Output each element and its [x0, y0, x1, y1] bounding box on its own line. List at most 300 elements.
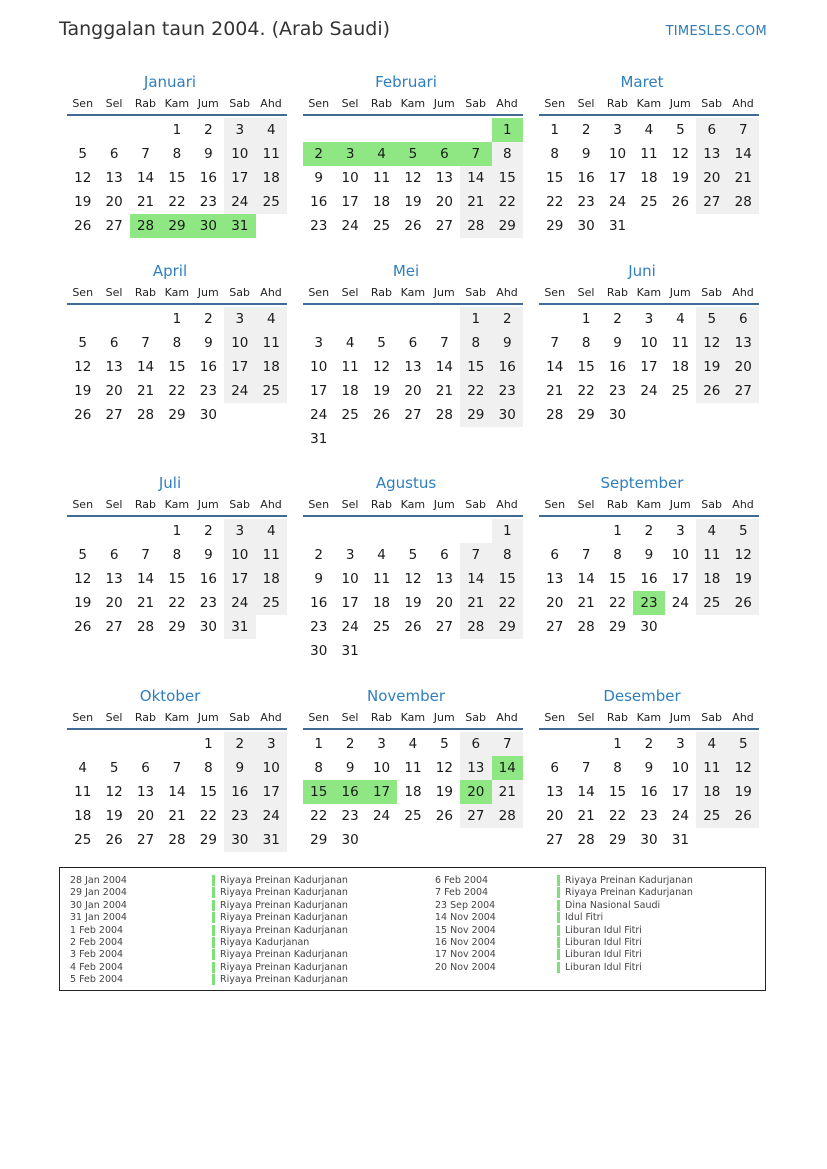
day-cell[interactable]: 8 [172, 335, 182, 351]
day-cell[interactable]: 14 [136, 571, 155, 587]
day-cell[interactable]: 5 [440, 736, 449, 752]
holiday-day-cell[interactable]: 31 [224, 214, 255, 238]
brand-logo-text[interactable]: TIMESLES.COM [665, 24, 767, 39]
day-cell[interactable]: 10 [224, 142, 255, 166]
day-cell[interactable]: 31 [224, 615, 255, 639]
day-cell[interactable]: 13 [546, 784, 564, 800]
day-cell[interactable]: 28 [492, 804, 523, 828]
day-cell[interactable]: 28 [168, 832, 186, 848]
day-cell[interactable]: 15 [546, 170, 564, 186]
day-cell[interactable]: 7 [492, 732, 523, 756]
day-cell[interactable]: 3 [676, 523, 685, 539]
day-cell[interactable]: 20 [435, 194, 453, 210]
day-cell[interactable]: 27 [435, 218, 453, 234]
day-cell[interactable]: 8 [172, 547, 182, 563]
day-cell[interactable]: 13 [435, 170, 453, 186]
day-cell[interactable]: 11 [696, 543, 727, 567]
day-cell[interactable]: 4 [644, 122, 654, 138]
day-cell[interactable]: 15 [199, 784, 217, 800]
day-cell[interactable]: 13 [728, 331, 759, 355]
day-cell[interactable]: 4 [345, 335, 355, 351]
day-cell[interactable]: 27 [460, 804, 491, 828]
day-cell[interactable]: 7 [141, 547, 150, 563]
day-cell[interactable]: 10 [372, 760, 391, 776]
day-cell[interactable]: 26 [435, 808, 453, 824]
day-cell[interactable]: 15 [492, 567, 523, 591]
day-cell[interactable]: 30 [640, 619, 658, 635]
day-cell[interactable]: 27 [546, 832, 564, 848]
holiday-day-cell[interactable]: 20 [460, 780, 491, 804]
day-cell[interactable]: 22 [492, 190, 523, 214]
day-cell[interactable]: 5 [676, 122, 685, 138]
day-cell[interactable]: 10 [671, 547, 689, 563]
day-cell[interactable]: 24 [256, 804, 287, 828]
day-cell[interactable]: 31 [671, 832, 689, 848]
day-cell[interactable]: 19 [728, 567, 759, 591]
day-cell[interactable]: 30 [341, 832, 359, 848]
holiday-day-cell[interactable]: 16 [334, 780, 365, 804]
day-cell[interactable]: 25 [256, 591, 287, 615]
day-cell[interactable]: 28 [136, 407, 155, 423]
holiday-day-cell[interactable]: 2 [303, 142, 334, 166]
day-cell[interactable]: 19 [435, 784, 453, 800]
day-cell[interactable]: 24 [671, 808, 689, 824]
day-cell[interactable]: 16 [640, 571, 658, 587]
day-cell[interactable]: 10 [256, 756, 287, 780]
day-cell[interactable]: 27 [105, 407, 123, 423]
day-cell[interactable]: 15 [168, 359, 186, 375]
holiday-day-cell[interactable]: 17 [366, 780, 397, 804]
day-cell[interactable]: 3 [644, 311, 654, 327]
day-cell[interactable]: 17 [671, 571, 689, 587]
day-cell[interactable]: 13 [546, 571, 564, 587]
day-cell[interactable]: 16 [640, 784, 658, 800]
day-cell[interactable]: 24 [224, 190, 255, 214]
day-cell[interactable]: 29 [168, 619, 186, 635]
day-cell[interactable]: 26 [728, 804, 759, 828]
day-cell[interactable]: 26 [74, 619, 92, 635]
holiday-day-cell[interactable]: 3 [334, 142, 365, 166]
day-cell[interactable]: 11 [256, 543, 287, 567]
day-cell[interactable]: 14 [168, 784, 186, 800]
holiday-day-cell[interactable]: 15 [303, 780, 334, 804]
day-cell[interactable]: 23 [577, 194, 595, 210]
day-cell[interactable]: 12 [404, 170, 422, 186]
day-cell[interactable]: 19 [105, 808, 123, 824]
day-cell[interactable]: 15 [168, 571, 186, 587]
day-cell[interactable]: 28 [136, 619, 155, 635]
day-cell[interactable]: 19 [74, 194, 92, 210]
day-cell[interactable]: 27 [136, 832, 155, 848]
day-cell[interactable]: 9 [644, 547, 654, 563]
day-cell[interactable]: 14 [136, 359, 155, 375]
day-cell[interactable]: 2 [224, 732, 255, 756]
holiday-day-cell[interactable]: 23 [633, 591, 664, 615]
day-cell[interactable]: 29 [608, 832, 627, 848]
day-cell[interactable]: 25 [256, 379, 287, 403]
day-cell[interactable]: 23 [608, 383, 627, 399]
day-cell[interactable]: 1 [550, 122, 559, 138]
day-cell[interactable]: 18 [372, 194, 391, 210]
day-cell[interactable]: 9 [345, 760, 355, 776]
day-cell[interactable]: 13 [404, 359, 422, 375]
day-cell[interactable]: 14 [136, 170, 155, 186]
day-cell[interactable]: 11 [640, 146, 658, 162]
day-cell[interactable]: 16 [310, 595, 328, 611]
day-cell[interactable]: 17 [671, 784, 689, 800]
day-cell[interactable]: 19 [74, 595, 92, 611]
day-cell[interactable]: 24 [640, 383, 658, 399]
day-cell[interactable]: 21 [168, 808, 186, 824]
day-cell[interactable]: 11 [256, 331, 287, 355]
day-cell[interactable]: 6 [696, 118, 727, 142]
day-cell[interactable]: 26 [105, 832, 123, 848]
day-cell[interactable]: 18 [696, 780, 727, 804]
day-cell[interactable]: 20 [696, 166, 727, 190]
day-cell[interactable]: 5 [109, 760, 119, 776]
day-cell[interactable]: 3 [256, 732, 287, 756]
day-cell[interactable]: 28 [435, 407, 453, 423]
day-cell[interactable]: 6 [460, 732, 491, 756]
day-cell[interactable]: 7 [141, 146, 150, 162]
day-cell[interactable]: 25 [696, 804, 727, 828]
day-cell[interactable]: 30 [640, 832, 658, 848]
day-cell[interactable]: 17 [224, 166, 255, 190]
day-cell[interactable]: 21 [728, 166, 759, 190]
day-cell[interactable]: 23 [199, 595, 217, 611]
day-cell[interactable]: 21 [435, 383, 453, 399]
day-cell[interactable]: 9 [204, 335, 213, 351]
day-cell[interactable]: 17 [256, 780, 287, 804]
day-cell[interactable]: 18 [256, 166, 287, 190]
day-cell[interactable]: 20 [105, 383, 123, 399]
day-cell[interactable]: 18 [256, 355, 287, 379]
day-cell[interactable]: 2 [204, 523, 213, 539]
day-cell[interactable]: 27 [546, 619, 564, 635]
day-cell[interactable]: 25 [640, 194, 658, 210]
day-cell[interactable]: 26 [74, 407, 92, 423]
day-cell[interactable]: 6 [728, 307, 759, 331]
day-cell[interactable]: 23 [199, 383, 217, 399]
day-cell[interactable]: 16 [199, 359, 217, 375]
day-cell[interactable]: 22 [168, 383, 186, 399]
day-cell[interactable]: 7 [460, 543, 491, 567]
day-cell[interactable]: 22 [168, 595, 186, 611]
day-cell[interactable]: 7 [141, 335, 150, 351]
day-cell[interactable]: 22 [492, 591, 523, 615]
day-cell[interactable]: 30 [199, 407, 217, 423]
day-cell[interactable]: 15 [608, 784, 627, 800]
day-cell[interactable]: 1 [581, 311, 591, 327]
day-cell[interactable]: 1 [172, 523, 182, 539]
day-cell[interactable]: 3 [224, 307, 255, 331]
holiday-day-cell[interactable]: 7 [460, 142, 491, 166]
day-cell[interactable]: 20 [105, 595, 123, 611]
day-cell[interactable]: 27 [105, 218, 123, 234]
day-cell[interactable]: 18 [671, 359, 689, 375]
day-cell[interactable]: 25 [74, 832, 92, 848]
day-cell[interactable]: 15 [577, 359, 595, 375]
day-cell[interactable]: 5 [377, 335, 386, 351]
day-cell[interactable]: 8 [613, 760, 622, 776]
day-cell[interactable]: 6 [141, 760, 150, 776]
day-cell[interactable]: 23 [640, 808, 658, 824]
day-cell[interactable]: 12 [696, 331, 727, 355]
day-cell[interactable]: 2 [613, 311, 622, 327]
day-cell[interactable]: 12 [404, 571, 422, 587]
day-cell[interactable]: 17 [640, 359, 658, 375]
day-cell[interactable]: 1 [172, 311, 182, 327]
day-cell[interactable]: 12 [671, 146, 689, 162]
holiday-day-cell[interactable]: 29 [161, 214, 192, 238]
day-cell[interactable]: 3 [377, 736, 386, 752]
day-cell[interactable]: 8 [492, 142, 523, 166]
day-cell[interactable]: 8 [172, 146, 182, 162]
day-cell[interactable]: 12 [372, 359, 391, 375]
day-cell[interactable]: 21 [460, 190, 491, 214]
day-cell[interactable]: 16 [224, 780, 255, 804]
day-cell[interactable]: 17 [341, 194, 359, 210]
day-cell[interactable]: 16 [492, 355, 523, 379]
day-cell[interactable]: 21 [577, 808, 595, 824]
day-cell[interactable]: 2 [644, 736, 654, 752]
day-cell[interactable]: 1 [613, 523, 622, 539]
day-cell[interactable]: 2 [644, 523, 654, 539]
day-cell[interactable]: 22 [608, 808, 627, 824]
day-cell[interactable]: 7 [440, 335, 449, 351]
day-cell[interactable]: 14 [577, 571, 595, 587]
day-cell[interactable]: 21 [460, 591, 491, 615]
day-cell[interactable]: 14 [728, 142, 759, 166]
day-cell[interactable]: 1 [492, 519, 523, 543]
day-cell[interactable]: 14 [435, 359, 453, 375]
day-cell[interactable]: 27 [728, 379, 759, 403]
day-cell[interactable]: 27 [696, 190, 727, 214]
day-cell[interactable]: 6 [109, 547, 119, 563]
holiday-day-cell[interactable]: 4 [366, 142, 397, 166]
day-cell[interactable]: 3 [314, 335, 323, 351]
day-cell[interactable]: 18 [372, 595, 391, 611]
day-cell[interactable]: 27 [105, 619, 123, 635]
day-cell[interactable]: 6 [550, 760, 559, 776]
day-cell[interactable]: 1 [460, 307, 491, 331]
day-cell[interactable]: 31 [310, 431, 328, 447]
day-cell[interactable]: 3 [676, 736, 685, 752]
day-cell[interactable]: 2 [314, 547, 323, 563]
day-cell[interactable]: 22 [546, 194, 564, 210]
day-cell[interactable]: 14 [546, 359, 564, 375]
day-cell[interactable]: 1 [204, 736, 213, 752]
day-cell[interactable]: 8 [613, 547, 622, 563]
day-cell[interactable]: 21 [492, 780, 523, 804]
day-cell[interactable]: 6 [408, 335, 418, 351]
day-cell[interactable]: 29 [460, 403, 491, 427]
day-cell[interactable]: 18 [74, 808, 92, 824]
day-cell[interactable]: 5 [408, 547, 418, 563]
holiday-day-cell[interactable]: 1 [492, 118, 523, 142]
day-cell[interactable]: 24 [224, 591, 255, 615]
day-cell[interactable]: 21 [136, 194, 155, 210]
day-cell[interactable]: 10 [341, 170, 359, 186]
day-cell[interactable]: 8 [581, 335, 591, 351]
day-cell[interactable]: 3 [224, 118, 255, 142]
day-cell[interactable]: 19 [372, 383, 391, 399]
day-cell[interactable]: 28 [460, 615, 491, 639]
day-cell[interactable]: 26 [696, 379, 727, 403]
day-cell[interactable]: 29 [546, 218, 564, 234]
day-cell[interactable]: 4 [676, 311, 685, 327]
day-cell[interactable]: 11 [372, 170, 391, 186]
day-cell[interactable]: 16 [199, 571, 217, 587]
day-cell[interactable]: 9 [314, 571, 323, 587]
day-cell[interactable]: 22 [168, 194, 186, 210]
day-cell[interactable]: 30 [310, 643, 328, 659]
day-cell[interactable]: 24 [671, 595, 689, 611]
holiday-day-cell[interactable]: 30 [193, 214, 224, 238]
day-cell[interactable]: 29 [608, 619, 627, 635]
day-cell[interactable]: 4 [377, 547, 386, 563]
day-cell[interactable]: 21 [577, 595, 595, 611]
day-cell[interactable]: 13 [105, 571, 123, 587]
day-cell[interactable]: 9 [581, 146, 591, 162]
day-cell[interactable]: 2 [204, 311, 213, 327]
day-cell[interactable]: 19 [671, 170, 689, 186]
day-cell[interactable]: 11 [404, 760, 422, 776]
day-cell[interactable]: 29 [492, 214, 523, 238]
day-cell[interactable]: 26 [404, 619, 422, 635]
day-cell[interactable]: 25 [341, 407, 359, 423]
day-cell[interactable]: 22 [608, 595, 627, 611]
day-cell[interactable]: 4 [256, 307, 287, 331]
day-cell[interactable]: 8 [460, 331, 491, 355]
day-cell[interactable]: 15 [492, 166, 523, 190]
day-cell[interactable]: 9 [314, 170, 323, 186]
day-cell[interactable]: 20 [136, 808, 155, 824]
day-cell[interactable]: 5 [78, 146, 87, 162]
day-cell[interactable]: 11 [372, 571, 391, 587]
day-cell[interactable]: 24 [310, 407, 328, 423]
day-cell[interactable]: 17 [224, 567, 255, 591]
day-cell[interactable]: 13 [696, 142, 727, 166]
day-cell[interactable]: 12 [74, 170, 92, 186]
day-cell[interactable]: 6 [550, 547, 559, 563]
day-cell[interactable]: 11 [341, 359, 359, 375]
day-cell[interactable]: 2 [204, 122, 213, 138]
day-cell[interactable]: 28 [728, 190, 759, 214]
day-cell[interactable]: 26 [74, 218, 92, 234]
day-cell[interactable]: 23 [341, 808, 359, 824]
day-cell[interactable]: 16 [199, 170, 217, 186]
day-cell[interactable]: 6 [440, 547, 449, 563]
day-cell[interactable]: 30 [224, 828, 255, 852]
day-cell[interactable]: 17 [224, 355, 255, 379]
day-cell[interactable]: 20 [404, 383, 422, 399]
day-cell[interactable]: 29 [310, 832, 328, 848]
day-cell[interactable]: 20 [546, 595, 564, 611]
day-cell[interactable]: 4 [256, 519, 287, 543]
day-cell[interactable]: 26 [404, 218, 422, 234]
day-cell[interactable]: 24 [224, 379, 255, 403]
day-cell[interactable]: 14 [577, 784, 595, 800]
day-cell[interactable]: 19 [404, 194, 422, 210]
day-cell[interactable]: 27 [435, 619, 453, 635]
day-cell[interactable]: 31 [608, 218, 627, 234]
day-cell[interactable]: 18 [696, 567, 727, 591]
day-cell[interactable]: 2 [581, 122, 591, 138]
day-cell[interactable]: 11 [671, 335, 689, 351]
day-cell[interactable]: 12 [105, 784, 123, 800]
day-cell[interactable]: 1 [172, 122, 182, 138]
day-cell[interactable]: 13 [435, 571, 453, 587]
day-cell[interactable]: 18 [640, 170, 658, 186]
day-cell[interactable]: 7 [172, 760, 182, 776]
day-cell[interactable]: 1 [613, 736, 622, 752]
day-cell[interactable]: 18 [341, 383, 359, 399]
day-cell[interactable]: 4 [78, 760, 87, 776]
day-cell[interactable]: 17 [310, 383, 328, 399]
day-cell[interactable]: 12 [728, 756, 759, 780]
day-cell[interactable]: 28 [546, 407, 564, 423]
day-cell[interactable]: 28 [577, 619, 595, 635]
day-cell[interactable]: 19 [404, 595, 422, 611]
day-cell[interactable]: 23 [224, 804, 255, 828]
day-cell[interactable]: 12 [74, 359, 92, 375]
day-cell[interactable]: 10 [310, 359, 328, 375]
day-cell[interactable]: 21 [546, 383, 564, 399]
day-cell[interactable]: 19 [74, 383, 92, 399]
day-cell[interactable]: 31 [341, 643, 359, 659]
holiday-day-cell[interactable]: 6 [429, 142, 460, 166]
day-cell[interactable]: 23 [310, 218, 328, 234]
day-cell[interactable]: 12 [435, 760, 453, 776]
day-cell[interactable]: 19 [696, 355, 727, 379]
day-cell[interactable]: 15 [608, 571, 627, 587]
day-cell[interactable]: 23 [310, 619, 328, 635]
day-cell[interactable]: 3 [345, 547, 355, 563]
day-cell[interactable]: 12 [74, 571, 92, 587]
day-cell[interactable]: 16 [310, 194, 328, 210]
day-cell[interactable]: 3 [613, 122, 622, 138]
day-cell[interactable]: 24 [608, 194, 627, 210]
day-cell[interactable]: 22 [199, 808, 217, 824]
day-cell[interactable]: 8 [314, 760, 323, 776]
day-cell[interactable]: 11 [256, 142, 287, 166]
day-cell[interactable]: 8 [492, 543, 523, 567]
day-cell[interactable]: 14 [460, 567, 491, 591]
day-cell[interactable]: 28 [460, 214, 491, 238]
day-cell[interactable]: 3 [224, 519, 255, 543]
day-cell[interactable]: 4 [696, 519, 727, 543]
day-cell[interactable]: 30 [608, 407, 627, 423]
holiday-day-cell[interactable]: 14 [492, 756, 523, 780]
day-cell[interactable]: 5 [78, 547, 87, 563]
day-cell[interactable]: 25 [256, 190, 287, 214]
day-cell[interactable]: 11 [696, 756, 727, 780]
day-cell[interactable]: 6 [109, 335, 119, 351]
day-cell[interactable]: 13 [136, 784, 155, 800]
day-cell[interactable]: 4 [256, 118, 287, 142]
day-cell[interactable]: 9 [224, 756, 255, 780]
day-cell[interactable]: 6 [109, 146, 119, 162]
day-cell[interactable]: 5 [696, 307, 727, 331]
day-cell[interactable]: 17 [608, 170, 627, 186]
day-cell[interactable]: 9 [613, 335, 622, 351]
day-cell[interactable]: 13 [105, 359, 123, 375]
day-cell[interactable]: 15 [460, 355, 491, 379]
day-cell[interactable]: 19 [728, 780, 759, 804]
day-cell[interactable]: 10 [608, 146, 627, 162]
day-cell[interactable]: 10 [341, 571, 359, 587]
